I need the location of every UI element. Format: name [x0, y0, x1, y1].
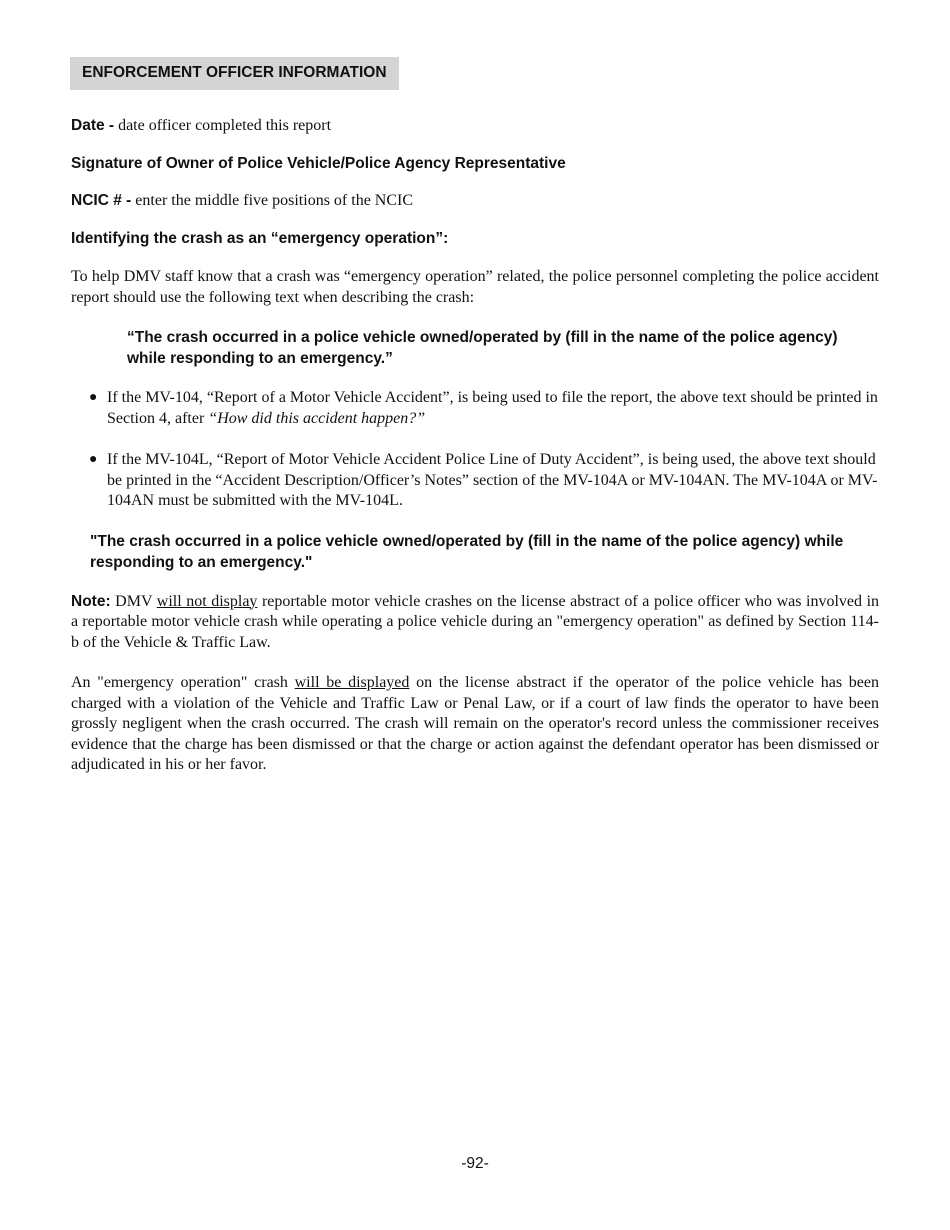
ncic-text: enter the middle five positions of the NCIC	[131, 192, 414, 209]
note-underline: will not display	[156, 592, 258, 610]
displayed-pre: An "emergency operation" crash	[71, 674, 295, 691]
note-label: Note:	[71, 592, 111, 610]
displayed-underline: will be displayed	[294, 674, 410, 691]
displayed-post: on the license abstract if the operator of the police vehicle has been charged with a violation of the Vehicle and Traffic Law or Penal Law, or if a court of law finds the operator to have been grossly negligent when the crash occurred. The crash will remain on the operator's record unless the commissioner receives evidence that the charge has been dismissed or that the charge or action against the defendant operator has been dismissed or adjudicated in his or her favor.	[71, 674, 879, 773]
bullet-item-1	[71, 388, 879, 429]
ncic-line	[71, 192, 879, 210]
displayed-paragraph	[71, 673, 879, 776]
date-line	[71, 117, 879, 135]
bullet-icon: ●	[89, 390, 98, 405]
identifying-heading: Identifying the crash as an “emergency operation”:	[71, 230, 449, 247]
bullet-1-text: If the MV-104, “Report of a Motor Vehicle Accident”, is being used to file the report, the above text should be printed in Section 4, after	[107, 389, 878, 427]
document-page	[71, 57, 879, 776]
intro-paragraph: To help DMV staff know that a crash was “emergency operation” related, the police personnel completing the police accident report should use the following text when describing the crash:	[71, 268, 879, 306]
signature-heading: Signature of Owner of Police Vehicle/Police Agency Representative	[71, 155, 566, 172]
section-header: ENFORCEMENT OFFICER INFORMATION	[70, 57, 399, 90]
note-pre: DMV	[110, 592, 157, 610]
quote-block-1: “The crash occurred in a police vehicle owned/operated by (fill in the name of the police agency) while responding to an emergency.”	[127, 329, 838, 367]
bullet-1-italic: “How did this accident happen?”	[208, 409, 426, 427]
page-number: -92-	[461, 1155, 489, 1172]
bullet-2-text: If the MV-104L, “Report of Motor Vehicle Accident Police Line of Duty Accident”, is being used, the above text should be printed in the “Accident Description/Officer’s Notes” section of the MV-104A or MV-104AN. The MV-104A or MV-104AN must be submitted with the MV-104L.	[107, 451, 878, 509]
date-text: date officer completed this report	[114, 117, 332, 134]
date-label: Date -	[71, 117, 115, 134]
quote-block-2: "The crash occurred in a police vehicle owned/operated by (fill in the name of the police agency) while responding to an emergency."	[90, 532, 844, 571]
bullet-item-2	[71, 450, 879, 512]
note-paragraph	[71, 592, 879, 654]
note-post: reportable motor vehicle crashes on the license abstract of a police officer who was involved in a reportable motor vehicle crash while operating a police vehicle during an "emergency operation" as defined by Section 114-b of the Vehicle & Traffic Law.	[71, 592, 880, 651]
bullet-icon: ●	[89, 452, 98, 467]
ncic-label: NCIC # -	[71, 192, 132, 209]
